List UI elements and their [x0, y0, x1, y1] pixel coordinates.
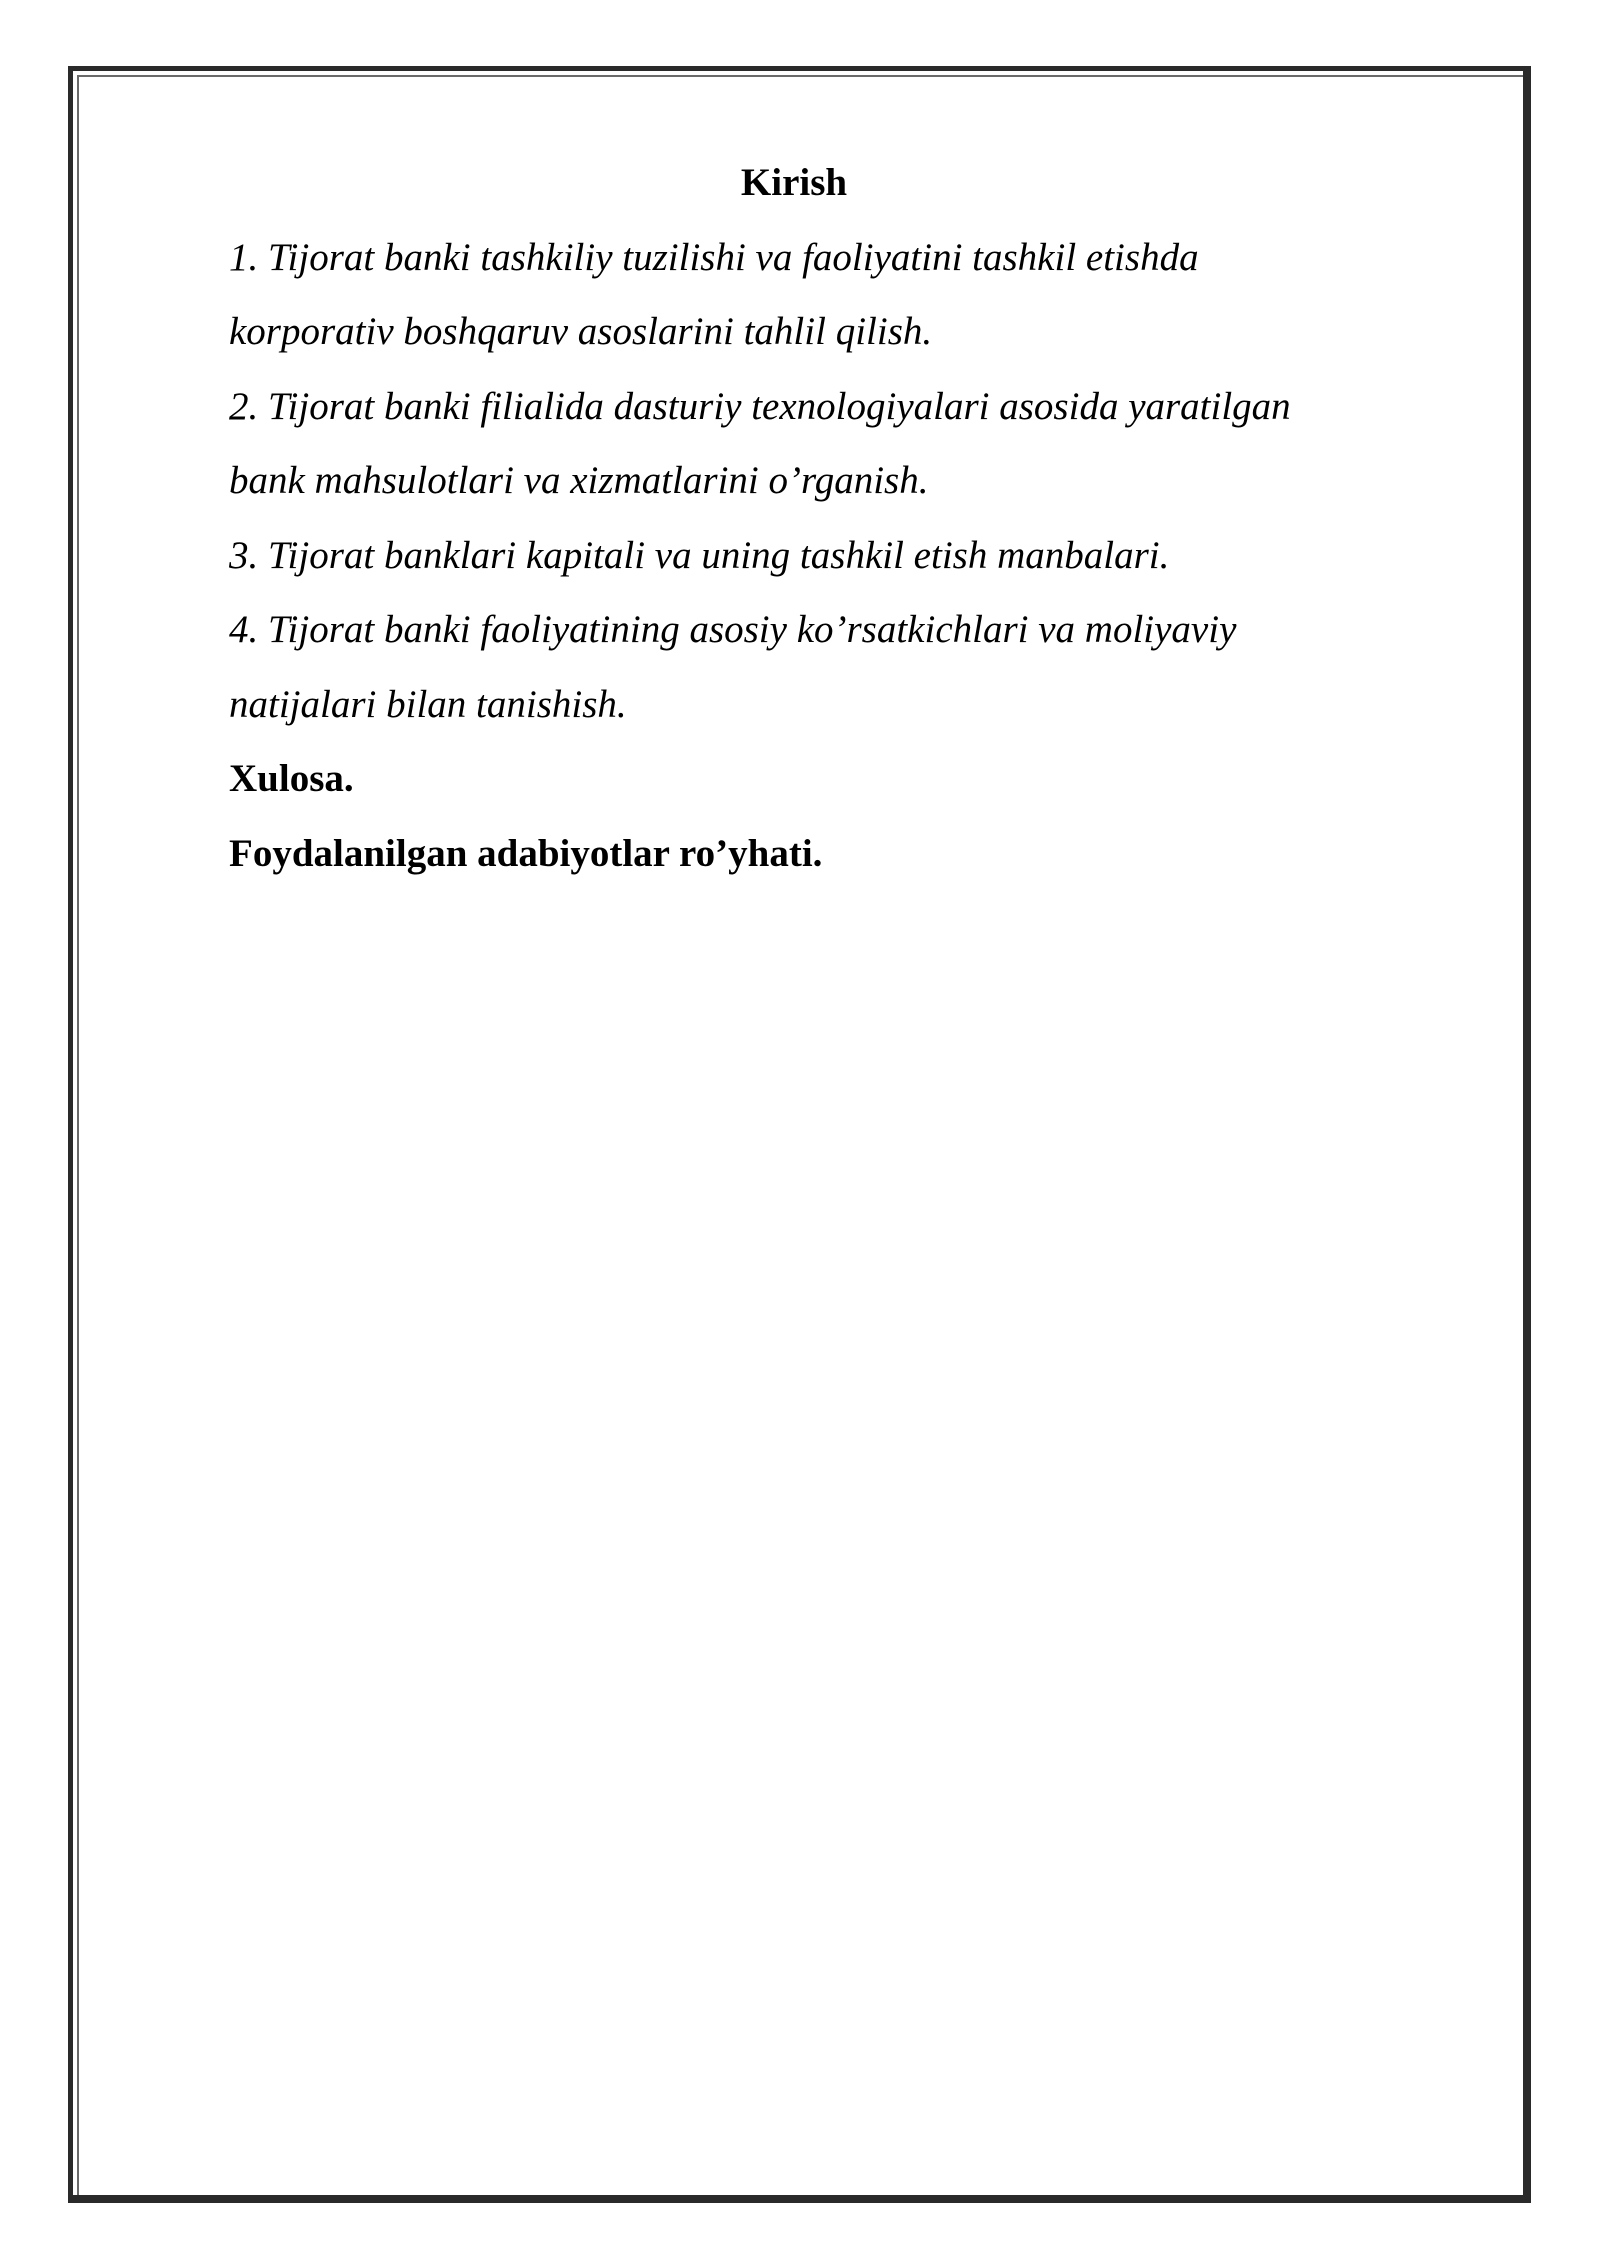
toc-item-4-line-2: natijalari bilan tanishish.	[229, 682, 627, 726]
toc-item-2-line-1: 2. Tijorat banki filialida dasturiy texnologiyalari asosida yaratilgan	[229, 384, 1291, 428]
toc-item-1-line-2: korporativ boshqaruv asoslarini tahlil qilish.	[229, 310, 933, 353]
toc-item-2-line-2: bank mahsulotlari va xizmatlarini o’rganish.	[229, 459, 929, 502]
document-body	[229, 146, 1419, 891]
toc-item-3: 3. Tijorat banklari kapitali va uning tashkil etish manbalari.	[229, 533, 1170, 577]
toc-item-1-line-1: 1. Tijorat banki tashkiliy tuzilishi va faoliyatini tashkil etishda	[229, 235, 1199, 279]
conclusion-heading: Xulosa.	[229, 757, 354, 800]
page-title: Kirish	[740, 161, 848, 204]
toc-item-4-line-1: 4. Tijorat banki faoliyatining asosiy ko’rsatkichlari va moliyaviy	[229, 608, 1237, 651]
references-heading: Foydalanilgan adabiyotlar ro’yhati.	[229, 831, 823, 875]
